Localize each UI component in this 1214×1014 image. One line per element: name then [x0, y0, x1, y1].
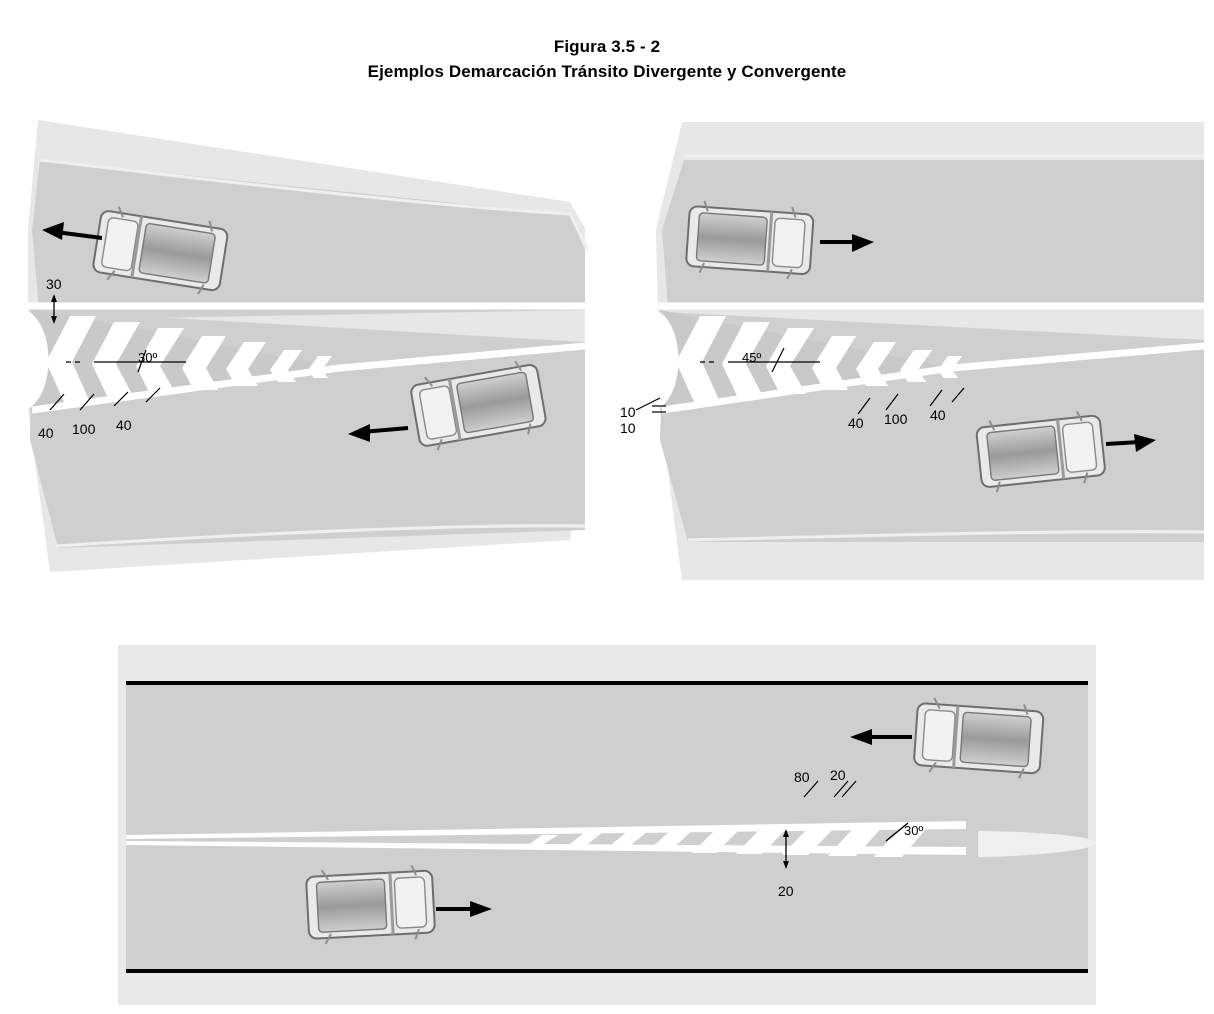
angle-30-deg: 30º	[138, 350, 158, 365]
dim-stripe-40-left: 40	[848, 415, 864, 431]
panel-converging-right-graphic	[612, 110, 1204, 590]
angle-30-deg: 30º	[904, 823, 924, 838]
dim-line-10-bottom: 10	[620, 420, 636, 436]
panel-taper-bottom	[118, 645, 1096, 1005]
panel-diverging-left	[10, 110, 600, 590]
dim-gap-20: 20	[830, 767, 846, 783]
dim-stripe-40-right: 40	[116, 417, 132, 433]
panel-converging-right	[612, 110, 1204, 590]
panel-diverging-left-graphic	[10, 110, 600, 590]
dim-stripe-40-right: 40	[930, 407, 946, 423]
dim-line-10-top: 10	[620, 404, 636, 420]
dim-gap-100: 100	[884, 411, 908, 427]
dim-offset-30: 30	[46, 276, 62, 292]
figure-title-line-1: Figura 3.5 - 2	[553, 37, 661, 56]
dim-stripe-40-left: 40	[38, 425, 54, 441]
panel-taper-bottom-graphic	[118, 645, 1096, 1005]
dim-gap-100: 100	[72, 421, 96, 437]
figure-title	[0, 34, 1214, 84]
dim-stripe-80: 80	[794, 769, 810, 785]
vehicle-lower	[306, 864, 436, 944]
angle-45-deg: 45º	[742, 350, 762, 365]
dim-width-20: 20	[778, 883, 794, 899]
figure-title-line-2: Ejemplos Demarcación Tránsito Divergente y Convergente	[367, 62, 847, 81]
